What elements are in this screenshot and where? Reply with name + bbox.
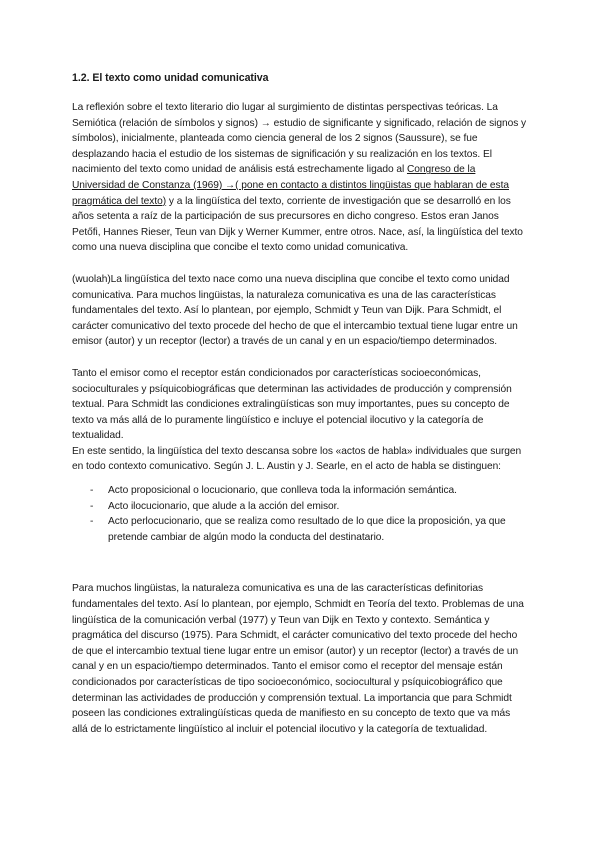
document-body [72, 70, 528, 737]
paragraph-semiotics-text-a: La reflexión sobre el texto literario dio lugar al surgimiento de distintas perspectivas teóricas. La Semiótica (relación de símbolos y signos) → estudio de significante y significado, relación de signos y símbolos), inicialmente, planteada como ciencia general de los 2 signos (Saussure), se fue desplazando hacia el estudio de los sistemas de significación y su realización en los textos. El nacimiento del texto como unidad de análisis está estrechamente ligado al [72, 102, 527, 176]
speech-acts-list [72, 483, 528, 545]
paragraph-wuolah: (wuolah)La lingüística del texto nace como una nueva disciplina que concibe el texto como unidad comunicativa. Para muchos lingüistas, la naturaleza comunicativa es una de las características fundamentales del texto. Así lo plantean, por ejemplo, Schmidt y Teun van Dijk. Para Schmidt, el carácter comunicativo del texto procede del hecho de que el intercambio textual tiene lugar entre un emisor (autor) y un receptor (lector) a través de un canal y en un espacio/tiempo determinados. [72, 273, 518, 348]
list-item: - Acto perlocucionario, que se realiza como resultado de lo que dice la proposición, ya que pretende cambiar de algún modo la conducta del destinatario. [72, 514, 528, 545]
paragraph-semiotics-text-b: y a la lingüística del texto, corriente de investigación que se desarrolló en los años setenta a raíz de la participación de sus precursores en dicho congreso. Estos eran Janos Petőfi, Hannes Rieser, Teun van Dijk y Werner Kummer, entre otros. Nace, así, la lingüística del texto como una nueva disciplina que concibe el texto como unidad comunicativa. [72, 195, 523, 254]
paragraph-summary: Para muchos lingüistas, la naturaleza comunicativa es una de las características definitorias fundamentales del texto. Así lo plantean, por ejemplo, Schmidt en Teoría del texto. Problemas de una lingüística de la comunicación verbal (1977) y Teun van Dijk en Texto y contexto. Semántica y pragmática del discurso (1975). Para Schmidt, el carácter comunicativo del texto procede del hecho de que el intercambio textual tiene lugar entre un emisor (autor) y un receptor (lector) a través de un canal y en un espacio/tiempo determinados. Tanto el emisor como el receptor del mensaje están condicionados por características de tipo socioeconómico, sociocultural y psíquicobiográfico que determinan las actividades de producción y comprensión textual. La importancia que para Schmidt poseen las condiciones extralingüísticas queda de manifiesto en su concepto de texto que va más allá de lo estrictamente lingüístico al incluir el potencial ilocutivo y la categoría de textualidad. [72, 583, 524, 735]
spacer [72, 545, 528, 581]
paragraph-emisor-receptor: Tanto el emisor como el receptor están condicionados por características socioeconómicas, socioculturales y psíquicobiográficas que determinan las actividades de producción y comprensión textual. Para Schmidt las condiciones extralingüísticas son muy importantes, pues su concepto de texto va más allá de lo puramente lingüístico e incluye el potencial ilocutivo y la categoría de textualidad. [72, 367, 512, 442]
paragraph-actos-de-habla: En este sentido, la lingüística del texto descansa sobre los «actos de habla» individuales que surgen en todo contexto comunicativo. Según J. L. Austin y J. Searle, en el acto de habla se distinguen: [72, 445, 522, 473]
congress-underlined-text: Congreso de la Universidad de Constanza (1969) →( pone en contacto a distintos lingüistas que hablaran de esta pragmática del texto) [72, 164, 509, 207]
section-heading: 1.2. El texto como unidad comunicativa [72, 72, 269, 84]
list-item: - Acto proposicional o locucionario, que conlleva toda la información semántica. [72, 483, 528, 499]
spacer [72, 350, 528, 366]
list-item: - Acto ilocucionario, que alude a la acción del emisor. [72, 499, 528, 515]
spacer [72, 256, 528, 272]
paragraph-semiotics [72, 100, 528, 256]
